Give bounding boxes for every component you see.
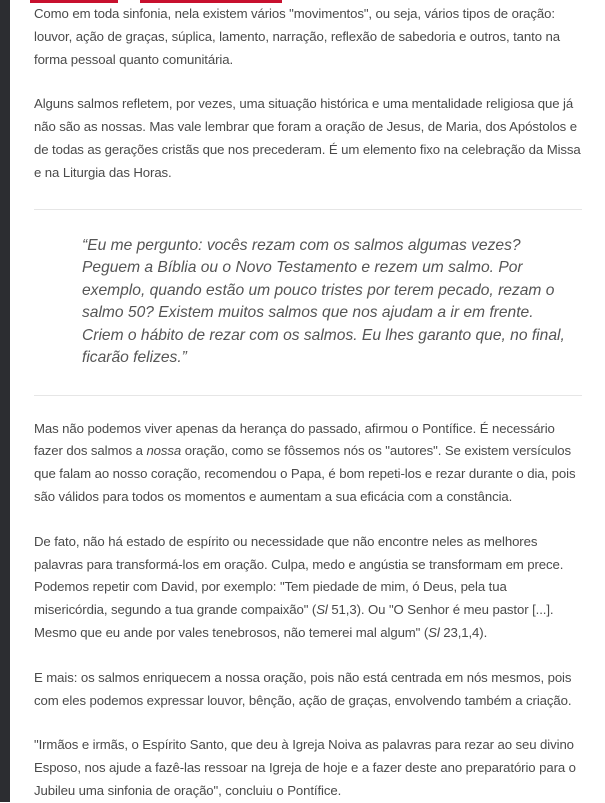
left-sidebar-strip	[0, 0, 10, 802]
pull-quote	[34, 210, 582, 395]
citation-sl: Sl	[428, 624, 440, 640]
citation-sl: Sl	[316, 602, 328, 618]
paragraph-conclusao: "Irmãos e irmãs, o Espírito Santo, que deu à Igreja Noiva as palavras para rezar ao seu divino Esposo, nos ajude a fazê-las ressoar na Igreja de hoje e a fazer deste ano preparatório para o Jubileu uma sinfonia de oração", concluiu o Pontífice.	[34, 737, 576, 798]
paragraph-salmos-historicos: Alguns salmos refletem, por vezes, uma situação histórica e uma mentalidade religiosa que já não são as nossas. Mas vale lembrar que foram a oração de Jesus, de Maria, dos Apóstolos e de todas as gerações cristãs que nos precederam. É um elemento fixo na celebração da Missa e na Liturgia das Horas.	[34, 96, 581, 180]
pull-quote-text: “Eu me pergunto: vocês rezam com os salmos algumas vezes? Peguem a Bíblia ou o Novo Testamento e rezem um salmo. Por exemplo, quando estão um pouco tristes por terem pecado, rezam o salmo 50? Existem muitos salmos que nos ajudam a ir em frente. Criem o hábito de rezar com os salmos. Eu lhes garanto que, no final, ficarão felizes.”	[82, 236, 565, 367]
paragraph-movimentos: Como em toda sinfonia, nela existem vários "movimentos", ou seja, vários tipos de oração: louvor, ação de graças, súplica, lamento, narração, reflexão de sabedoria e outros, tanto na forma pessoal quanto comunitária.	[34, 6, 560, 67]
quote-divider-bottom	[34, 395, 582, 396]
paragraph-estado-de-espirito: De fato, não há estado de espírito ou necessidade que não encontre neles as melhores palavras para transformá-los em oração. Culpa, medo e angústia se transformam em prece. Podemos repetir com David, por exemplo: "Tem piedade de mim, ó Deus, pela tua misericórdia, segundo a tua grande compaixão" (Sl 51,3). Ou "O Senhor é meu pastor [...]. Mesmo que eu ande por vales tenebrosos, não temerei mal algum" (Sl 23,1,4).	[34, 533, 564, 640]
article-body	[34, 3, 582, 803]
paragraph-heranca: Mas não podemos viver apenas da herança do passado, afirmou o Pontífice. É necessário fazer dos salmos a nossa oração, como se fôssemos nós os "autores". Se existem versículos que falam ao nosso coração, recomendou o Papa, é bom repeti-los e rezar durante o dia, pois são válidos para todos os momentos e aumentam a sua eficácia com a constância.	[34, 420, 576, 504]
emphasis-nossa: nossa	[146, 443, 182, 459]
paragraph-e-mais: E mais: os salmos enriquecem a nossa oração, pois não está centrada em nós mesmos, pois com eles podemos expressar louvor, bênção, ação de graças, envolvendo também a criação.	[34, 669, 572, 708]
